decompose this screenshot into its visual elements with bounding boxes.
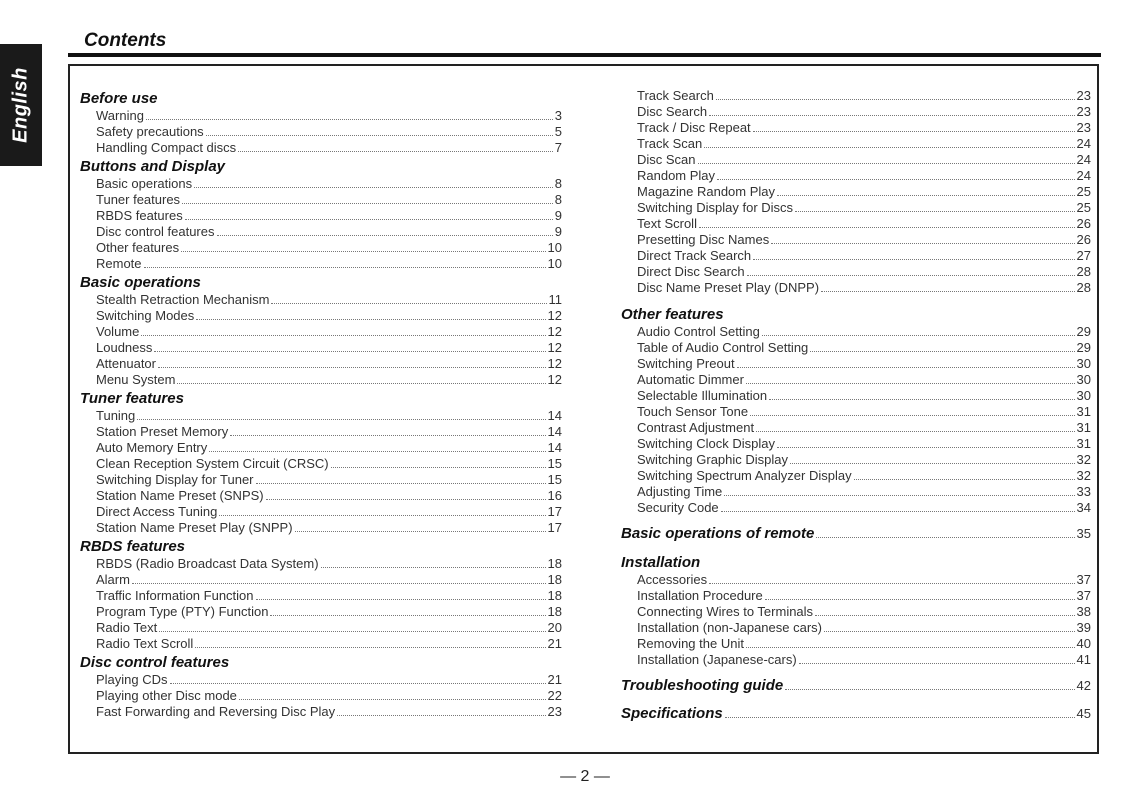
- toc-entry[interactable]: [621, 356, 1091, 372]
- toc-entry[interactable]: [621, 200, 1091, 216]
- toc-entry-title: Disc Name Preset Play (DNPP): [637, 280, 820, 295]
- toc-entry-page: 23: [547, 704, 562, 719]
- dot-leader: [146, 119, 553, 120]
- toc-entry-title: Playing other Disc mode: [96, 688, 237, 703]
- toc-entry-title: Track Search: [637, 88, 714, 103]
- toc-entry-page: 14: [547, 440, 562, 455]
- toc-entry-page: 32: [1076, 452, 1091, 467]
- toc-entry-title: Handling Compact discs: [96, 140, 237, 155]
- toc-entry[interactable]: [621, 340, 1091, 356]
- dot-leader: [206, 135, 553, 136]
- toc-entry-title: Security Code: [637, 500, 719, 515]
- toc-entry-title: Other features: [96, 240, 180, 255]
- toc-entry-page: 30: [1076, 356, 1091, 371]
- dot-leader: [765, 599, 1075, 600]
- toc-entry[interactable]: [80, 424, 562, 440]
- dot-leader: [716, 99, 1075, 100]
- toc-entry[interactable]: [621, 404, 1091, 420]
- dot-leader: [737, 367, 1075, 368]
- toc-entry[interactable]: [80, 504, 562, 520]
- toc-entry-title: Track Scan: [637, 136, 703, 151]
- other-features-section: [621, 306, 1091, 516]
- contents-right-column: [621, 88, 1091, 724]
- toc-entry[interactable]: [80, 124, 562, 140]
- toc-heading-entry[interactable]: [621, 704, 1091, 724]
- dot-leader: [771, 243, 1074, 244]
- toc-entry[interactable]: [621, 572, 1091, 588]
- toc-entry-page: 30: [1076, 372, 1091, 387]
- dot-leader: [785, 689, 1074, 690]
- toc-entry-page: 7: [554, 140, 562, 155]
- dot-leader: [230, 435, 545, 436]
- contents-left-column: [80, 88, 562, 720]
- dot-leader: [769, 399, 1074, 400]
- toc-entry-title: Playing CDs: [96, 672, 168, 687]
- toc-entry-page: 17: [547, 520, 562, 535]
- toc-entry[interactable]: [80, 140, 562, 156]
- toc-entry-title: Accessories: [637, 572, 708, 587]
- toc-entry-title: Stealth Retraction Mechanism: [96, 292, 270, 307]
- toc-entry-page: 37: [1076, 588, 1091, 603]
- toc-entry[interactable]: [80, 672, 562, 688]
- toc-entry[interactable]: [80, 556, 562, 572]
- dot-leader: [295, 531, 546, 532]
- dot-leader: [795, 211, 1074, 212]
- toc-entry-page: 18: [547, 556, 562, 571]
- toc-entry-title: Automatic Dimmer: [637, 372, 744, 387]
- dot-leader: [154, 351, 545, 352]
- toc-entry-title: Switching Preout: [637, 356, 735, 371]
- toc-entry[interactable]: [621, 468, 1091, 484]
- toc-entry-page: 31: [1076, 404, 1091, 419]
- toc-entry[interactable]: [621, 636, 1091, 652]
- dot-leader: [185, 219, 553, 220]
- toc-entry-page: 18: [547, 604, 562, 619]
- toc-entry-page: 21: [547, 636, 562, 651]
- toc-entry-page: 39: [1076, 620, 1091, 635]
- dot-leader: [194, 187, 553, 188]
- toc-entry-title: Disc Scan: [637, 152, 696, 167]
- toc-entry-title: Tuning: [96, 408, 136, 423]
- toc-entry-title: RBDS (Radio Broadcast Data System): [96, 556, 319, 571]
- section-heading: Buttons and Display: [80, 158, 226, 175]
- toc-entry-page: 33: [1076, 484, 1091, 499]
- toc-entry-title: Touch Sensor Tone: [637, 404, 749, 419]
- toc-entry-title: Warning: [96, 108, 144, 123]
- toc-entry-page: 9: [554, 224, 562, 239]
- toc-entry[interactable]: [621, 588, 1091, 604]
- toc-entry-title: Presetting Disc Names: [637, 232, 770, 247]
- toc-entry[interactable]: [80, 572, 562, 588]
- dot-leader: [137, 419, 545, 420]
- toc-entry[interactable]: [80, 456, 562, 472]
- toc-entry-page: 31: [1076, 436, 1091, 451]
- toc-entry-page: 23: [1076, 88, 1091, 103]
- toc-entry[interactable]: [80, 488, 562, 504]
- toc-entry-title: Connecting Wires to Terminals: [637, 604, 814, 619]
- toc-entry[interactable]: [621, 652, 1091, 668]
- toc-entry-page: 26: [1076, 232, 1091, 247]
- toc-entry[interactable]: [621, 152, 1091, 168]
- dot-leader: [256, 599, 546, 600]
- toc-entry-page: 23: [1076, 104, 1091, 119]
- section-heading: Other features: [621, 306, 724, 323]
- dot-leader: [709, 115, 1074, 116]
- toc-entry-page: 14: [547, 424, 562, 439]
- toc-entry-page: 8: [554, 176, 562, 191]
- toc-entry[interactable]: [621, 324, 1091, 340]
- toc-entry-page: 18: [547, 588, 562, 603]
- toc-entry-page: 15: [547, 472, 562, 487]
- toc-entry[interactable]: [80, 256, 562, 272]
- toc-entry[interactable]: [80, 176, 562, 192]
- toc-entry[interactable]: [80, 408, 562, 424]
- toc-entry-page: 28: [1076, 280, 1091, 295]
- dot-leader: [144, 267, 546, 268]
- toc-entry-page: 25: [1076, 200, 1091, 215]
- dot-leader: [195, 647, 545, 648]
- toc-entry-title: Station Preset Memory: [96, 424, 229, 439]
- dot-leader: [170, 683, 546, 684]
- toc-entry[interactable]: [80, 324, 562, 340]
- toc-entry-page: 23: [1076, 120, 1091, 135]
- language-tab: [0, 44, 42, 166]
- troubleshooting-section: [621, 676, 1091, 696]
- dot-leader: [753, 131, 1075, 132]
- dot-leader: [756, 431, 1074, 432]
- title-rule: [68, 53, 1101, 57]
- toc-entry-title: Removing the Unit: [637, 636, 744, 651]
- disc-control-continued-list: [621, 88, 1091, 296]
- toc-entry-page: 26: [1076, 216, 1091, 231]
- toc-entry[interactable]: [80, 192, 562, 208]
- remote-section: [621, 524, 1091, 544]
- toc-entry[interactable]: [621, 88, 1091, 104]
- dot-leader: [709, 583, 1074, 584]
- dot-leader: [181, 251, 545, 252]
- toc-entry-title: Adjusting Time: [637, 484, 723, 499]
- toc-entry-title: Direct Track Search: [637, 248, 752, 263]
- dot-leader: [266, 499, 546, 500]
- toc-entry[interactable]: [621, 232, 1091, 248]
- section-heading: Before use: [80, 90, 158, 107]
- toc-entry[interactable]: [80, 108, 562, 124]
- toc-entry[interactable]: [80, 208, 562, 224]
- toc-heading-entry[interactable]: [621, 676, 1091, 696]
- toc-entry-page: 5: [554, 124, 562, 139]
- dot-leader: [854, 479, 1075, 480]
- dot-leader: [159, 631, 545, 632]
- toc-entry[interactable]: [80, 292, 562, 308]
- toc-entry-page: 10: [547, 256, 562, 271]
- toc-entry-page: 40: [1076, 636, 1091, 651]
- toc-entry[interactable]: [621, 120, 1091, 136]
- toc-entry[interactable]: [80, 240, 562, 256]
- toc-entry[interactable]: [80, 372, 562, 388]
- dot-leader: [810, 351, 1074, 352]
- toc-entry-page: 11: [548, 292, 562, 307]
- dot-leader: [238, 151, 553, 152]
- dot-leader: [704, 147, 1074, 148]
- toc-entry[interactable]: [80, 440, 562, 456]
- toc-entry-title: Disc Search: [637, 104, 708, 119]
- toc-entry[interactable]: [80, 636, 562, 652]
- toc-entry-title: Direct Access Tuning: [96, 504, 218, 519]
- toc-heading-entry[interactable]: [621, 524, 1091, 544]
- toc-entry[interactable]: [80, 472, 562, 488]
- toc-entry-page: 31: [1076, 420, 1091, 435]
- toc-entry[interactable]: [621, 604, 1091, 620]
- dot-leader: [790, 463, 1075, 464]
- toc-entry-title: Tuner features: [96, 192, 181, 207]
- toc-entry[interactable]: [80, 704, 562, 720]
- toc-entry-page: 37: [1076, 572, 1091, 587]
- toc-entry-title: Safety precautions: [96, 124, 204, 139]
- toc-entry-title: Switching Clock Display: [637, 436, 775, 451]
- dot-leader: [321, 567, 546, 568]
- toc-entry-title: Magazine Random Play: [637, 184, 776, 199]
- toc-entry-page: 9: [554, 208, 562, 223]
- toc-entry-page: 30: [1076, 388, 1091, 403]
- toc-entry-title: Clean Reception System Circuit (CRSC): [96, 456, 329, 471]
- dot-leader: [824, 631, 1075, 632]
- dot-leader: [132, 583, 546, 584]
- toc-entry[interactable]: [80, 588, 562, 604]
- toc-entry-title: Alarm: [96, 572, 130, 587]
- toc-entry[interactable]: [80, 688, 562, 704]
- toc-entry-page: 18: [547, 572, 562, 587]
- dot-leader: [158, 367, 546, 368]
- toc-entry-page: 24: [1076, 136, 1091, 151]
- toc-entry[interactable]: [621, 420, 1091, 436]
- toc-entry[interactable]: [621, 216, 1091, 232]
- dot-leader: [177, 383, 545, 384]
- toc-entry-title: Remote: [96, 256, 142, 271]
- dot-leader: [777, 195, 1075, 196]
- toc-entry-title: Menu System: [96, 372, 176, 387]
- toc-entry-page: 14: [547, 408, 562, 423]
- toc-entry-title: Basic operations of remote: [621, 525, 815, 542]
- toc-entry-page: 12: [547, 324, 562, 339]
- toc-entry-title: Attenuator: [96, 356, 156, 371]
- toc-entry[interactable]: [621, 620, 1091, 636]
- toc-entry-title: Installation (Japanese-cars): [637, 652, 797, 667]
- toc-entry[interactable]: [621, 452, 1091, 468]
- toc-entry-title: Basic operations: [96, 176, 193, 191]
- toc-entry-title: Table of Audio Control Setting: [637, 340, 809, 355]
- toc-entry-page: 12: [547, 340, 562, 355]
- specifications-section: [621, 704, 1091, 724]
- toc-entry-title: Track / Disc Repeat: [637, 120, 751, 135]
- dot-leader: [721, 511, 1075, 512]
- toc-entry[interactable]: [621, 264, 1091, 280]
- toc-entry-page: 12: [547, 356, 562, 371]
- toc-entry-title: Auto Memory Entry: [96, 440, 208, 455]
- toc-entry[interactable]: [80, 340, 562, 356]
- dot-leader: [239, 699, 546, 700]
- language-tab-label: English: [9, 67, 32, 143]
- dot-leader: [717, 179, 1074, 180]
- dot-leader: [821, 291, 1074, 292]
- dot-leader: [217, 235, 553, 236]
- toc-entry-page: 8: [554, 192, 562, 207]
- toc-entry-title: RBDS features: [96, 208, 183, 223]
- toc-entry[interactable]: [621, 372, 1091, 388]
- toc-entry[interactable]: [621, 248, 1091, 264]
- section-heading: Basic operations: [80, 274, 201, 291]
- toc-entry-page: 20: [547, 620, 562, 635]
- toc-entry[interactable]: [621, 136, 1091, 152]
- toc-entry-title: Specifications: [621, 705, 723, 722]
- toc-entry-page: 29: [1076, 340, 1091, 355]
- toc-entry-title: Switching Display for Discs: [637, 200, 794, 215]
- toc-entry-page: 17: [547, 504, 562, 519]
- toc-entry-page: 22: [547, 688, 562, 703]
- dot-leader: [337, 715, 545, 716]
- dot-leader: [256, 483, 546, 484]
- toc-entry-page: 32: [1076, 468, 1091, 483]
- toc-entry-page: 29: [1076, 324, 1091, 339]
- toc-entry-page: 45: [1076, 706, 1091, 721]
- page-title: Contents: [84, 30, 167, 51]
- toc-entry-page: 24: [1076, 168, 1091, 183]
- toc-entry-title: Program Type (PTY) Function: [96, 604, 269, 619]
- toc-entry-title: Volume: [96, 324, 140, 339]
- toc-entry[interactable]: [621, 388, 1091, 404]
- toc-entry[interactable]: [621, 280, 1091, 296]
- dot-leader: [331, 467, 546, 468]
- toc-entry[interactable]: [621, 104, 1091, 120]
- toc-entry-page: 34: [1076, 500, 1091, 515]
- dot-leader: [270, 615, 545, 616]
- toc-entry-title: Fast Forwarding and Reversing Disc Play: [96, 704, 336, 719]
- toc-entry-page: 41: [1076, 652, 1091, 667]
- dot-leader: [746, 647, 1075, 648]
- toc-entry[interactable]: [80, 620, 562, 636]
- toc-entry-page: 27: [1076, 248, 1091, 263]
- toc-entry-title: Switching Modes: [96, 308, 195, 323]
- section-heading: RBDS features: [80, 538, 186, 555]
- section-heading: Tuner features: [80, 390, 184, 407]
- dot-leader: [698, 163, 1075, 164]
- toc-entry-title: Radio Text: [96, 620, 158, 635]
- toc-entry-page: 35: [1076, 526, 1091, 541]
- toc-entry-page: 10: [547, 240, 562, 255]
- dot-leader: [699, 227, 1075, 228]
- toc-entry[interactable]: [621, 436, 1091, 452]
- dot-leader: [746, 383, 1075, 384]
- toc-entry-page: 21: [547, 672, 562, 687]
- dot-leader: [777, 447, 1075, 448]
- dot-leader: [753, 259, 1074, 260]
- dot-leader: [762, 335, 1075, 336]
- toc-entry-page: 12: [547, 372, 562, 387]
- dot-leader: [750, 415, 1074, 416]
- dot-leader: [725, 717, 1075, 718]
- toc-entry-title: Direct Disc Search: [637, 264, 745, 279]
- toc-entry-title: Loudness: [96, 340, 153, 355]
- dot-leader: [141, 335, 545, 336]
- toc-entry-page: 3: [554, 108, 562, 123]
- toc-entry[interactable]: [621, 184, 1091, 200]
- toc-entry[interactable]: [621, 168, 1091, 184]
- dot-leader: [724, 495, 1074, 496]
- dot-leader: [209, 451, 545, 452]
- dot-leader: [271, 303, 546, 304]
- section-heading: Disc control features: [80, 654, 230, 671]
- toc-entry-page: 25: [1076, 184, 1091, 199]
- page-number: — 2 —: [560, 768, 610, 785]
- toc-entry-title: Audio Control Setting: [637, 324, 760, 339]
- toc-entry-title: Traffic Information Function: [96, 588, 254, 603]
- toc-entry-page: 38: [1076, 604, 1091, 619]
- dot-leader: [815, 615, 1074, 616]
- installation-section: [621, 554, 1091, 668]
- toc-entry-title: Troubleshooting guide: [621, 677, 784, 694]
- toc-entry-title: Station Name Preset Play (SNPP): [96, 520, 293, 535]
- dot-leader: [747, 275, 1075, 276]
- dot-leader: [816, 537, 1074, 538]
- toc-entry[interactable]: [80, 308, 562, 324]
- toc-entry-title: Random Play: [637, 168, 716, 183]
- toc-entry-title: Selectable Illumination: [637, 388, 768, 403]
- toc-entry[interactable]: [80, 224, 562, 240]
- toc-entry-title: Switching Spectrum Analyzer Display: [637, 468, 852, 483]
- toc-entry-title: Text Scroll: [637, 216, 697, 231]
- toc-entry[interactable]: [621, 500, 1091, 516]
- toc-entry[interactable]: [621, 484, 1091, 500]
- toc-entry-page: 15: [547, 456, 562, 471]
- toc-entry-title: Disc control features: [96, 224, 215, 239]
- toc-entry-title: Installation (non-Japanese cars): [637, 620, 822, 635]
- toc-entry-title: Installation Procedure: [637, 588, 763, 603]
- toc-entry-title: Station Name Preset (SNPS): [96, 488, 264, 503]
- toc-entry[interactable]: [80, 356, 562, 372]
- toc-entry-title: Switching Graphic Display: [637, 452, 789, 467]
- toc-entry-page: 16: [547, 488, 562, 503]
- toc-entry-page: 42: [1076, 678, 1091, 693]
- toc-entry-title: Radio Text Scroll: [96, 636, 194, 651]
- dot-leader: [799, 663, 1075, 664]
- toc-entry-title: Contrast Adjustment: [637, 420, 755, 435]
- toc-entry-title: Switching Display for Tuner: [96, 472, 254, 487]
- dot-leader: [182, 203, 553, 204]
- section-heading: Installation: [621, 554, 701, 571]
- toc-entry-page: 24: [1076, 152, 1091, 167]
- toc-entry-page: 28: [1076, 264, 1091, 279]
- toc-entry[interactable]: [80, 604, 562, 620]
- dot-leader: [219, 515, 545, 516]
- toc-entry[interactable]: [80, 520, 562, 536]
- dot-leader: [196, 319, 545, 320]
- toc-entry-page: 12: [547, 308, 562, 323]
